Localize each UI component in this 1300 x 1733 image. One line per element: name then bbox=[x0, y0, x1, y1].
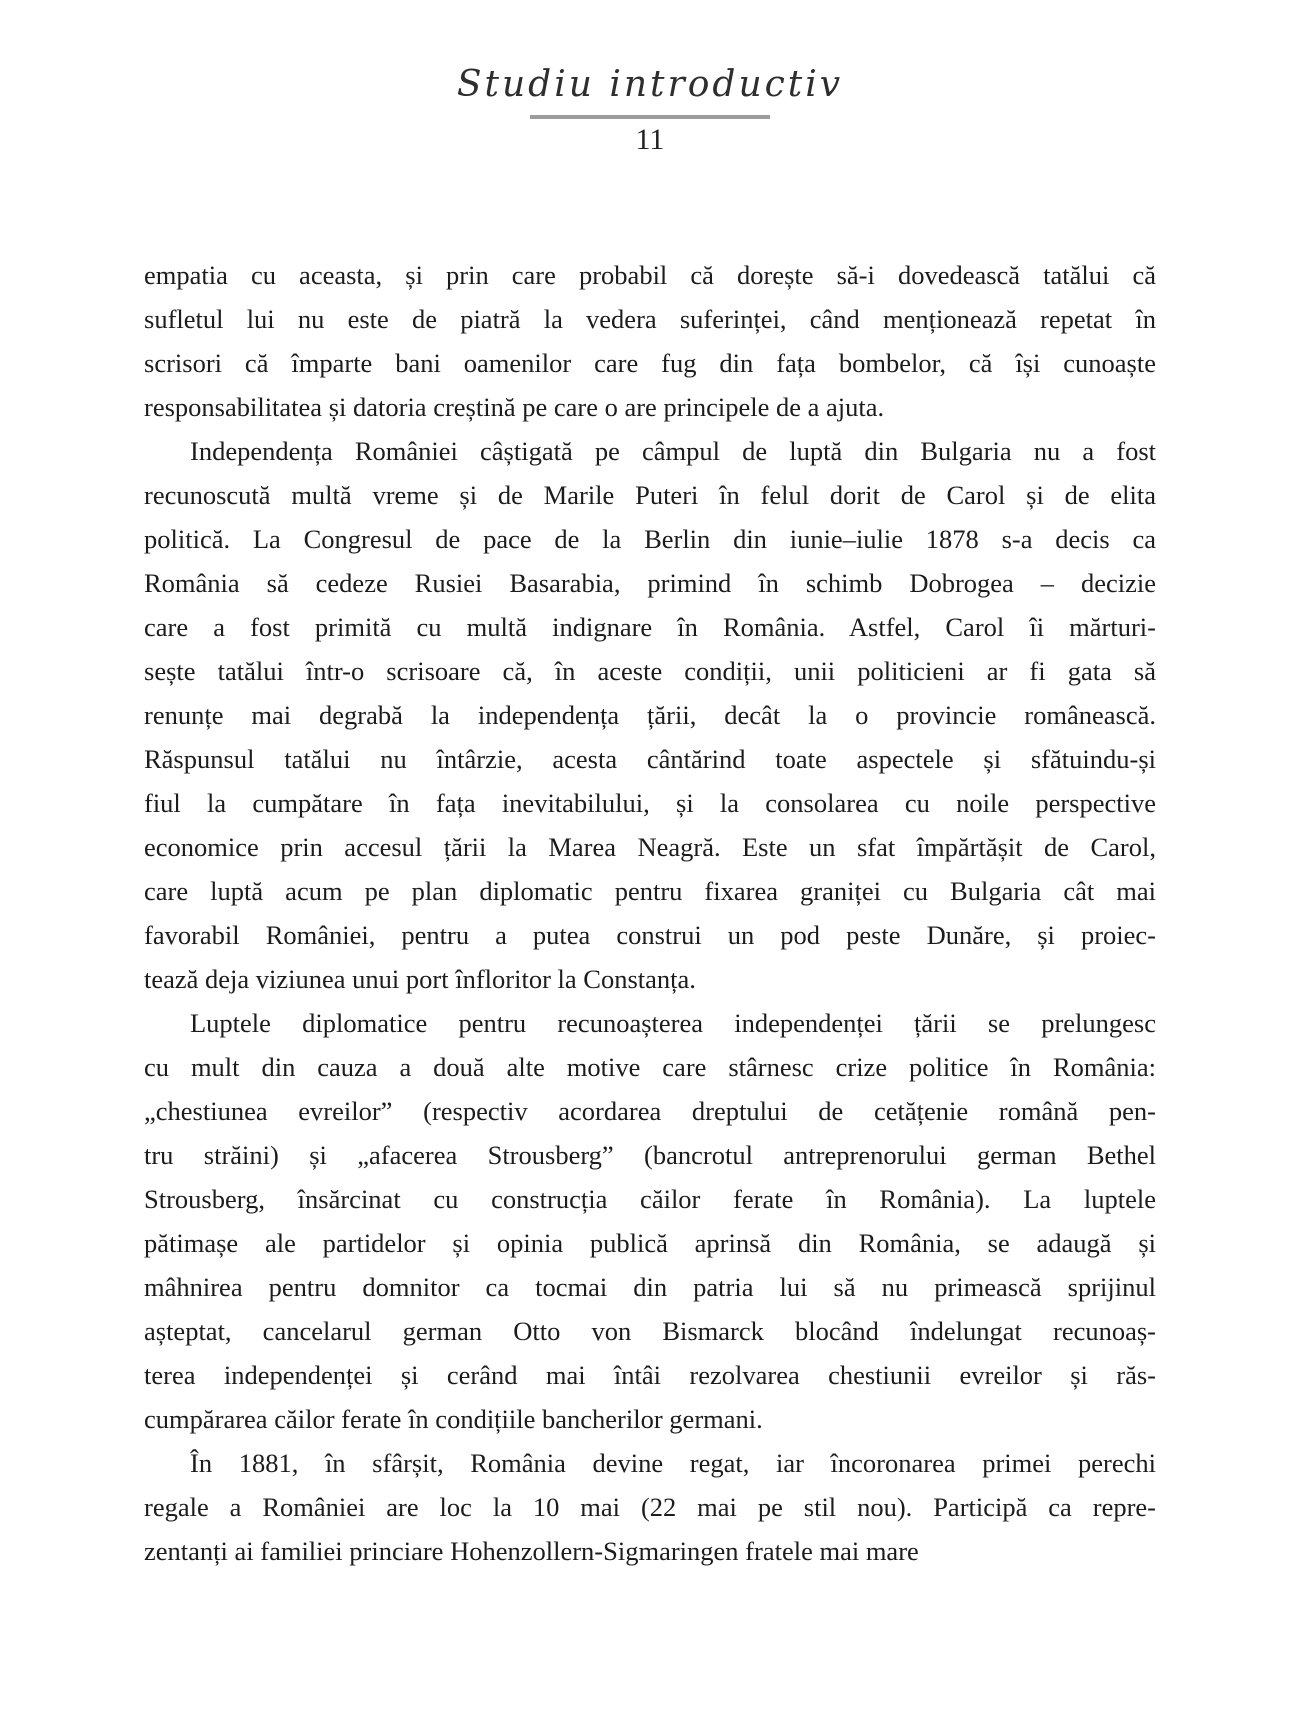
text-line: tru străini) și „afacerea Strousberg” (bancrotul antreprenorului german Bethel bbox=[144, 1140, 1156, 1170]
text-line: empatia cu aceasta, și prin care probabil că dorește să-i dovedească tatălui că bbox=[144, 260, 1156, 290]
text-line: cu mult din cauza a două alte motive care stârnesc crize politice în România: bbox=[144, 1052, 1156, 1082]
text-line: scrisori că împarte bani oamenilor care fug din fața bombelor, că își cunoaște bbox=[144, 348, 1156, 378]
page-body bbox=[144, 253, 1156, 1573]
text-line: sufletul lui nu este de piatră la vedera suferinței, când menționează repetat în bbox=[144, 304, 1156, 334]
text-line: Răspunsul tatălui nu întârzie, acesta cântărind toate aspectele și sfătuindu-și bbox=[144, 744, 1156, 774]
running-head-title: Studiu introductiv bbox=[456, 64, 844, 105]
text-line: favorabil României, pentru a putea construi un pod peste Dunăre, și proiec- bbox=[144, 920, 1156, 950]
text-line: Strousberg, însărcinat cu construcția căilor ferate în România). La luptele bbox=[144, 1184, 1156, 1214]
text-line: Independența României câștigată pe câmpul de luptă din Bulgaria nu a fost bbox=[190, 436, 1156, 466]
text-line: așteptat, cancelarul german Otto von Bismarck blocând îndelungat recunoaș- bbox=[144, 1316, 1156, 1346]
paragraph bbox=[144, 1001, 1156, 1441]
text-line: terea independenței și cerând mai întâi rezolvarea chestiunii evreilor și răs- bbox=[144, 1360, 1156, 1390]
paragraph bbox=[144, 1441, 1156, 1573]
text-line: recunoscută multă vreme și de Marile Puteri în felul dorit de Carol și de elita bbox=[144, 480, 1156, 510]
page-number: 11 bbox=[635, 122, 665, 156]
text-line: renunțe mai degrabă la independența țării, decât la o provincie românească. bbox=[144, 700, 1156, 730]
text-line: fiul la cumpătare în fața inevitabilului, și la consolarea cu noile perspective bbox=[144, 788, 1156, 818]
text-line: care a fost primită cu multă indignare în România. Astfel, Carol îi mărturi- bbox=[144, 612, 1156, 642]
text-line: Luptele diplomatice pentru recunoașterea independenței țării se prelungesc bbox=[190, 1008, 1156, 1038]
paragraph bbox=[144, 253, 1156, 429]
text-line: economice prin accesul țării la Marea Neagră. Este un sfat împărtășit de Carol, bbox=[144, 832, 1156, 862]
text-line: „chestiunea evreilor” (respectiv acordarea dreptului de cetățenie română pen- bbox=[144, 1096, 1156, 1126]
text-line: care luptă acum pe plan diplomatic pentru fixarea graniței cu Bulgaria cât mai bbox=[144, 876, 1156, 906]
running-head bbox=[0, 62, 1300, 157]
text-line: În 1881, în sfârșit, România devine regat, iar încoronarea primei perechi bbox=[190, 1448, 1156, 1478]
text-line: pătimașe ale partidelor și opinia publică aprinsă din România, se adaugă și bbox=[144, 1228, 1156, 1258]
text-line: România să cedeze Rusiei Basarabia, primind în schimb Dobrogea – decizie bbox=[144, 568, 1156, 598]
text-line: sește tatălui într-o scrisoare că, în aceste condiții, unii politicieni ar fi gata să bbox=[144, 656, 1156, 686]
text-line: cumpărarea căilor ferate în condițiile bancherilor germani. bbox=[144, 1404, 763, 1434]
text-line: mâhnirea pentru domnitor ca tocmai din patria lui să nu primească sprijinul bbox=[144, 1272, 1156, 1302]
text-line: regale a României are loc la 10 mai (22 mai pe stil nou). Participă ca repre- bbox=[144, 1492, 1156, 1522]
paragraph bbox=[144, 429, 1156, 1001]
text-line: tează deja viziunea unui port înfloritor la Constanța. bbox=[144, 964, 696, 994]
text-line: responsabilitatea și datoria creștină pe care o are principele de a ajuta. bbox=[144, 392, 885, 422]
header-rule bbox=[530, 115, 770, 119]
text-line: politică. La Congresul de pace de la Berlin din iunie–iulie 1878 s-a decis ca bbox=[144, 524, 1156, 554]
text-line: zentanți ai familiei princiare Hohenzollern-Sigmaringen fratele mai mare bbox=[144, 1536, 919, 1566]
